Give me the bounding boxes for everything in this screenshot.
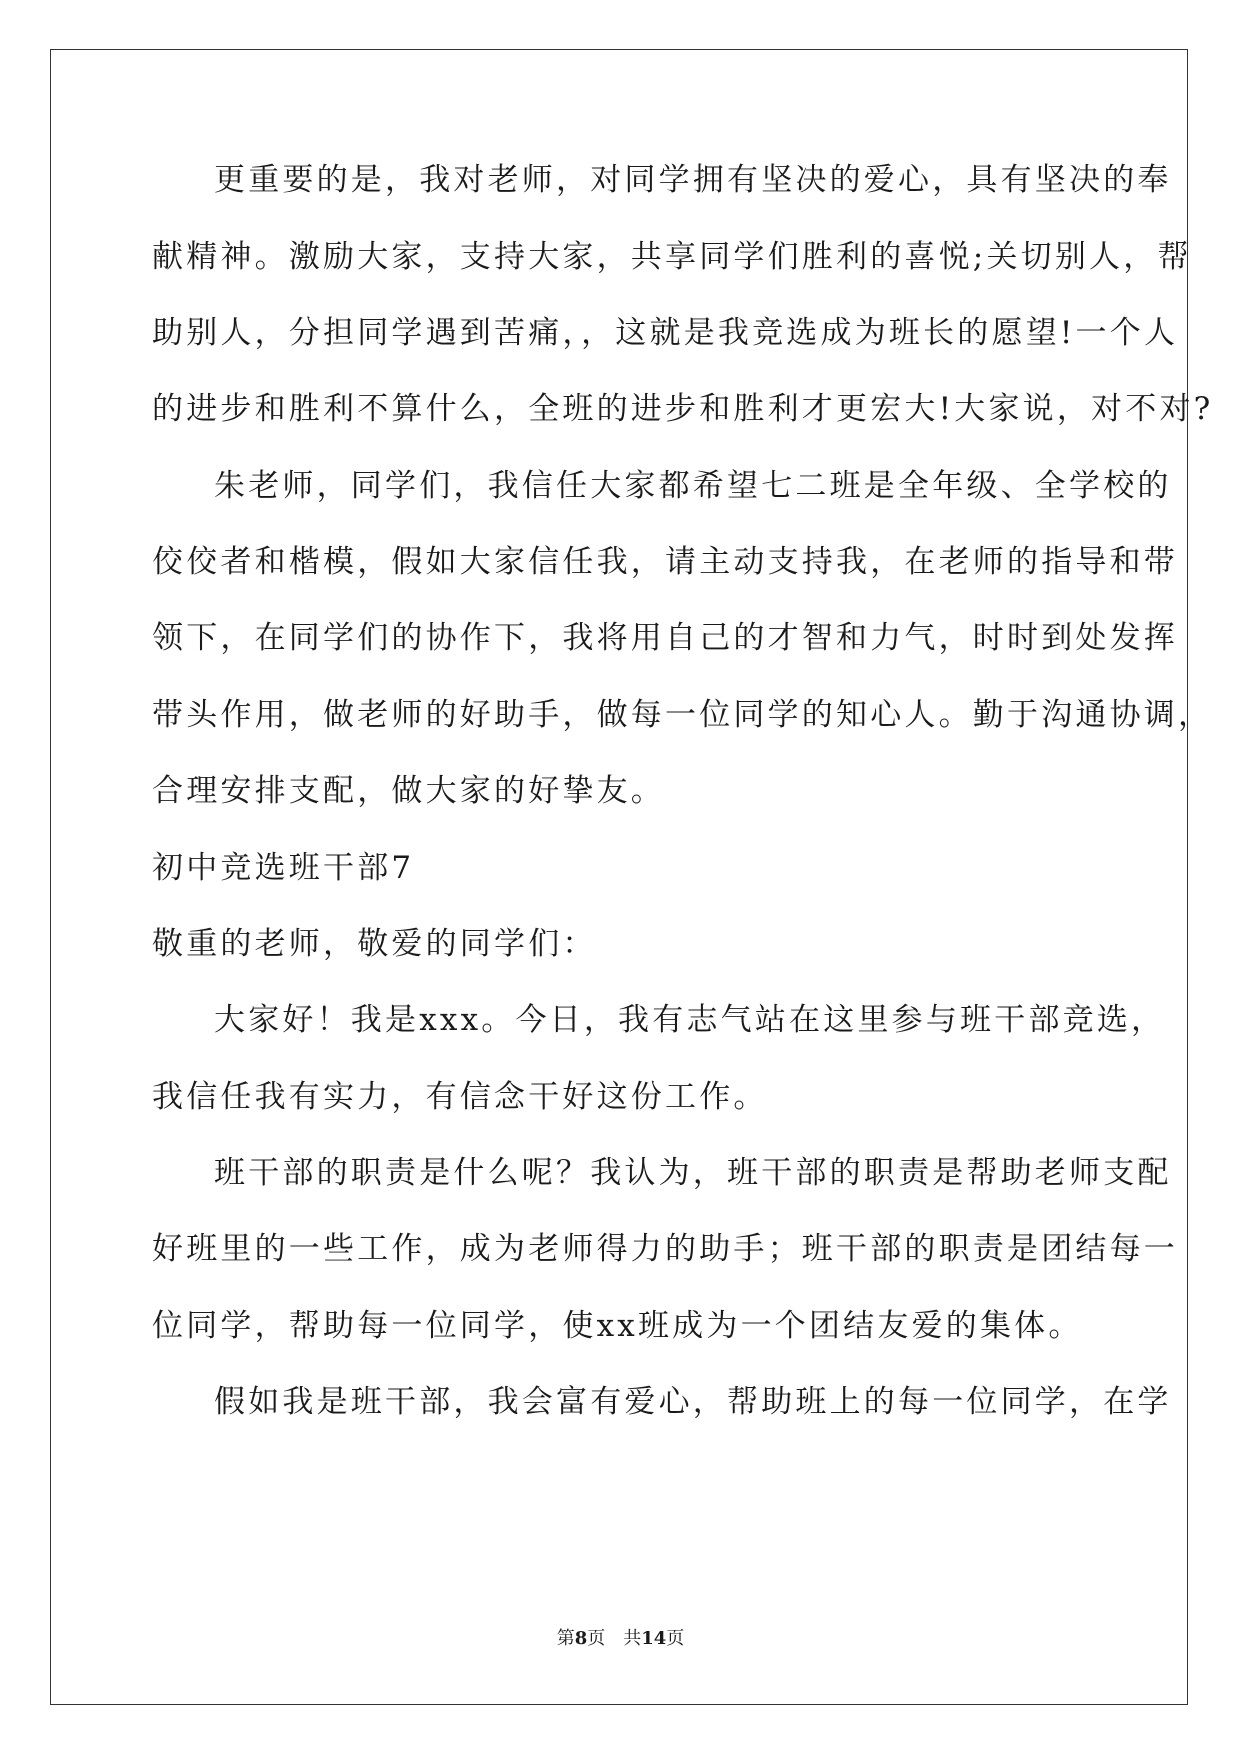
page-total: 14	[641, 1628, 667, 1649]
page-number: 8	[574, 1628, 588, 1649]
total-prefix: 共	[623, 1628, 642, 1649]
paragraph-line: 假如我是班干部，我会富有爱心，帮助班上的每一位同学，在学	[214, 1384, 1172, 1420]
paragraph-line: 助别人，分担同学遇到苦痛，，这就是我竞选成为班长的愿望!一个人	[152, 315, 1179, 351]
paragraph-line: 合理安排支配，做大家的好挚友。	[152, 773, 665, 809]
paragraph-line: 好班里的一些工作，成为老师得力的助手；班干部的职责是团结每一	[152, 1231, 1178, 1267]
paragraph-line: 大家好！我是xxx。今日，我有志气站在这里参与班干部竞选，	[214, 1002, 1166, 1038]
paragraph-line: 朱老师，同学们，我信任大家都希望七二班是全年级、全学校的	[214, 468, 1172, 504]
paragraph-line: 更重要的是，我对老师，对同学拥有坚决的爱心，具有坚决的奉	[214, 162, 1172, 198]
salutation: 敬重的老师，敬爱的同学们：	[152, 926, 597, 962]
paragraph-line: 我信任我有实力，有信念干好这份工作。	[152, 1079, 768, 1115]
paragraph-line: 献精神。激励大家，支持大家，共享同学们胜利的喜悦;关切别人，帮	[152, 239, 1192, 275]
paragraph-line: 位同学，帮助每一位同学，使xx班成为一个团结友爱的集体。	[152, 1308, 1083, 1344]
paragraph-line: 领下，在同学们的协作下，我将用自己的才智和力气，时时到处发挥	[152, 620, 1178, 656]
paragraph-line: 带头作用，做老师的好助手，做每一位同学的知心人。勤于沟通协调，	[152, 697, 1213, 733]
total-suffix: 页	[666, 1628, 685, 1649]
page-footer	[0, 1624, 1241, 1650]
paragraph-line: 佼佼者和楷模，假如大家信任我，请主动支持我，在老师的指导和带	[152, 544, 1178, 580]
paragraph-line: 班干部的职责是什么呢？我认为，班干部的职责是帮助老师支配	[214, 1155, 1172, 1191]
page-suffix: 页	[587, 1628, 606, 1649]
paragraph-line: 的进步和胜利不算什么，全班的进步和胜利才更宏大!大家说，对不对?	[152, 391, 1214, 427]
page-prefix: 第	[556, 1628, 575, 1649]
section-heading: 初中竞选班干部7	[152, 850, 415, 886]
